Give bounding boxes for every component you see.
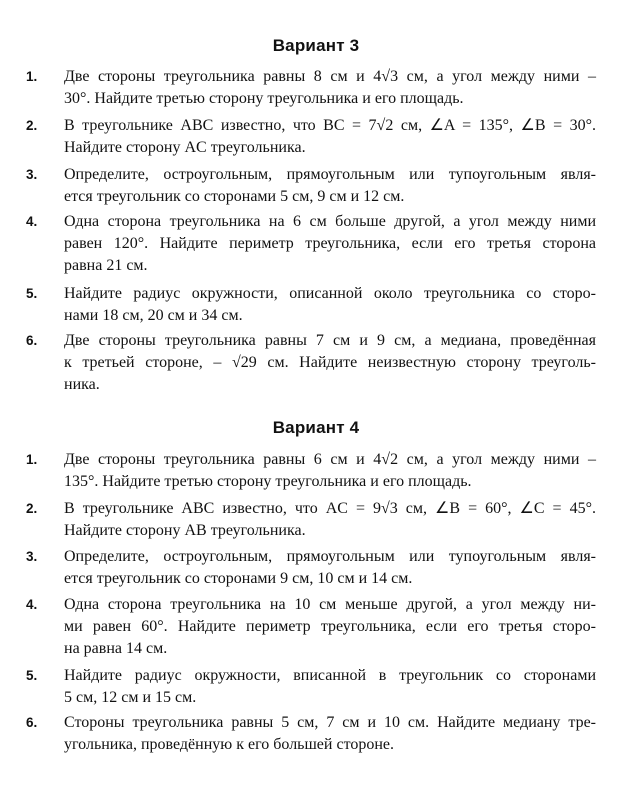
task-text	[64, 712, 596, 756]
task-line: равна 21 см.	[64, 257, 148, 274]
task-number: 2.	[26, 501, 38, 516]
task-line: на равна 14 см.	[64, 640, 168, 657]
task-line: угольника, проведённую к его большей стороне.	[64, 736, 395, 753]
task-text	[64, 665, 596, 709]
task-number: 4.	[26, 597, 38, 612]
task-line: Найдите сторону AC треугольника.	[64, 139, 306, 156]
task-line: Одна сторона треугольника на 10 см меньше другой, а угол между ни-	[64, 596, 596, 613]
task-line: 5 см, 12 см и 15 см.	[64, 689, 197, 706]
task-text	[64, 546, 596, 590]
task-number: 6.	[26, 715, 38, 730]
task-line: 30°. Найдите третью сторону треугольника и его площадь.	[64, 90, 464, 107]
task-line: к третьей стороне, – √29 см. Найдите неизвестную сторону треуголь-	[64, 354, 596, 371]
task-number: 1.	[26, 69, 38, 84]
task-text	[64, 330, 596, 396]
task-number: 3.	[26, 549, 38, 564]
task-line: Одна сторона треугольника на 6 см больше другой, а угол между ними	[64, 213, 596, 230]
task-text	[64, 283, 596, 327]
task-text	[64, 115, 596, 159]
task-text	[64, 449, 596, 493]
task-line: Найдите радиус окружности, вписанной в треугольник со сторонами	[64, 667, 596, 684]
task-line: нами 18 см, 20 см и 34 см.	[64, 307, 243, 324]
task-line: ми равен 60°. Найдите периметр треугольника, если его третья сторо-	[64, 618, 596, 635]
task-line: Две стороны треугольника равны 7 см и 9 см, а медиана, проведённая	[64, 332, 596, 349]
task-line: ется треугольник со сторонами 9 см, 10 см и 14 см.	[64, 570, 413, 587]
task-line: Две стороны треугольника равны 6 см и 4√2 см, а угол между ними –	[64, 451, 596, 468]
task-text	[64, 594, 596, 660]
task-line: Две стороны треугольника равны 8 см и 4√3 см, а угол между ними –	[64, 68, 596, 85]
task-line: Стороны треугольника равны 5 см, 7 см и 10 см. Найдите медиану тре-	[64, 714, 596, 731]
task-line: В треугольнике ABC известно, что BC = 7√2 см, ∠A = 135°, ∠B = 30°.	[64, 117, 596, 134]
task-number: 1.	[26, 452, 38, 467]
task-text	[64, 164, 596, 208]
variant-4-title: Вариант 4	[272, 418, 360, 437]
task-text	[64, 211, 596, 277]
task-line: В треугольнике ABC известно, что AC = 9√3 см, ∠B = 60°, ∠C = 45°.	[64, 500, 596, 517]
task-number: 2.	[26, 118, 38, 133]
task-line: ется треугольник со сторонами 5 см, 9 см и 12 см.	[64, 188, 405, 205]
task-line: Определите, остроугольным, прямоугольным или тупоугольным явля-	[64, 548, 596, 565]
task-line: Найдите радиус окружности, описанной около треугольника со сторо-	[64, 285, 596, 302]
task-line: ника.	[64, 376, 100, 393]
task-line: Определите, остроугольным, прямоугольным или тупоугольным явля-	[64, 166, 596, 183]
task-number: 5.	[26, 668, 38, 683]
task-line: 135°. Найдите третью сторону треугольника и его площадь.	[64, 473, 472, 490]
task-line: равен 120°. Найдите периметр треугольника, если его третья сторона	[64, 235, 596, 252]
task-text	[64, 498, 596, 542]
task-number: 3.	[26, 167, 38, 182]
task-line: Найдите сторону AB треугольника.	[64, 522, 306, 539]
task-number: 6.	[26, 333, 38, 348]
task-number: 4.	[26, 214, 38, 229]
task-number: 5.	[26, 286, 38, 301]
variant-3-title: Вариант 3	[272, 36, 360, 55]
task-text	[64, 66, 596, 110]
